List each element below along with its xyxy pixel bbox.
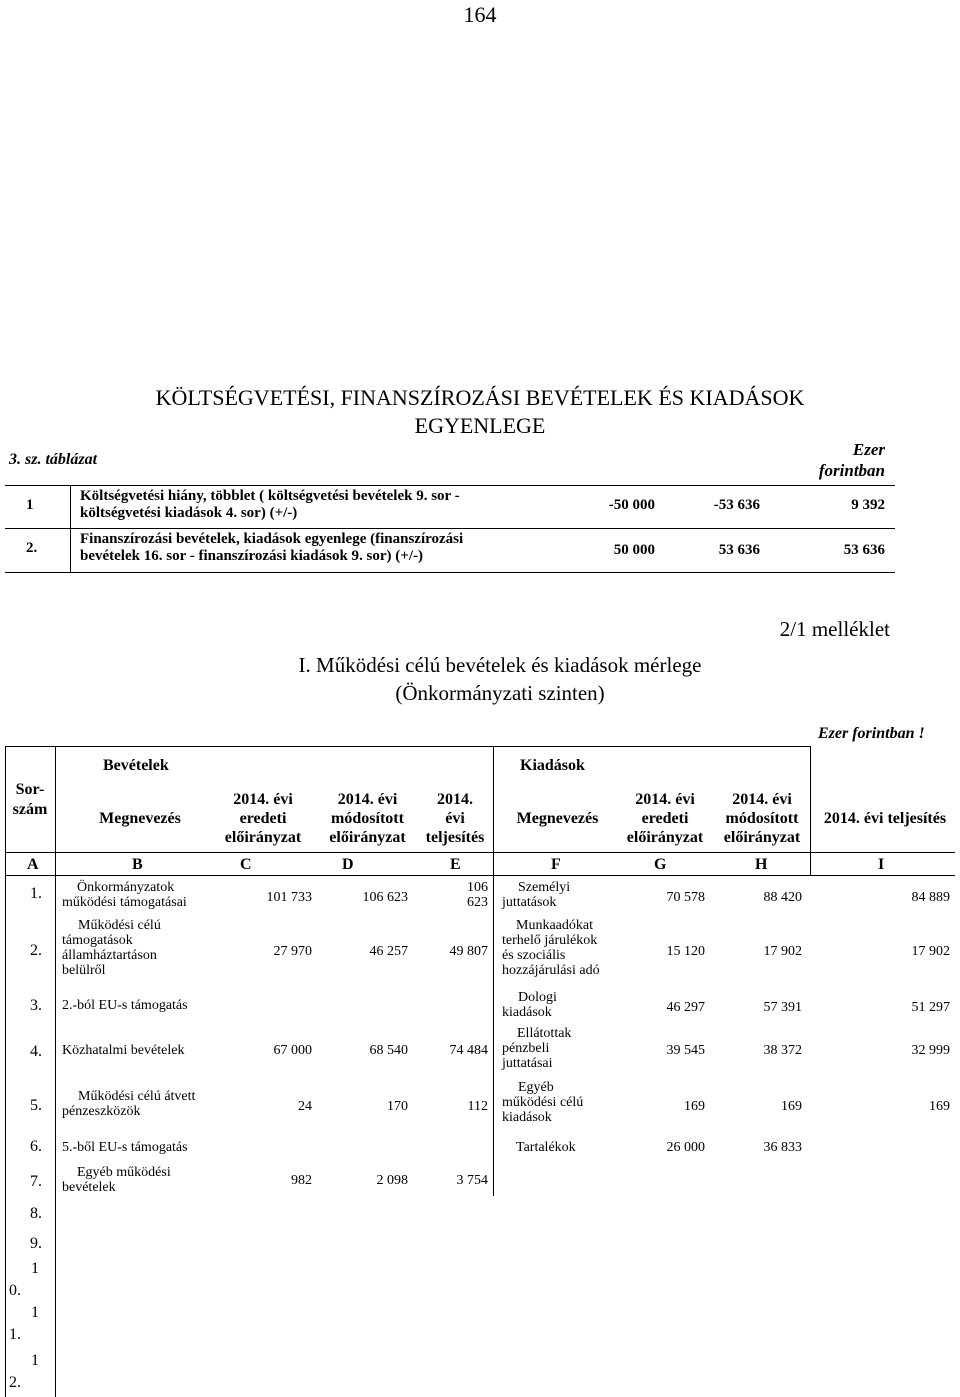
summary-row-num: 2.	[26, 540, 38, 556]
expense-actual: 169	[929, 1099, 950, 1114]
revenue-original: 24	[298, 1099, 312, 1114]
expense-modified: 17 902	[763, 944, 802, 959]
expense-actual: 51 297	[911, 1000, 950, 1015]
row-number: 3.	[30, 997, 42, 1014]
summary-row-text: Finanszírozási bevételek, kiadások egyenlege (finanszírozási	[80, 531, 464, 547]
expense-modified: 57 391	[763, 1000, 802, 1015]
expense-modified: 169	[781, 1099, 802, 1114]
grid-line	[5, 875, 955, 876]
expense-original: 169	[684, 1099, 705, 1114]
row-number: 2.	[30, 942, 42, 959]
expense-name: Munkaadókat terhelő járulékok és szociális hozzájárulási adó	[502, 918, 600, 978]
revenue-name: 5.-ből EU-s támogatás	[62, 1140, 188, 1155]
revenue-modified: 2 098	[376, 1173, 408, 1188]
row-number: 1	[31, 1260, 39, 1277]
revenue-actual: 106 623	[467, 880, 488, 910]
header-modositott: 2014. évi módosított előirányzat	[329, 791, 406, 846]
expense-name: Dologi kiadások	[502, 990, 557, 1020]
summary-row-text: bevételek 16. sor - finanszírozási kiadások 9. sor) (+/-)	[80, 548, 423, 564]
revenue-name: Működési célú támogatások államháztartáson belülről	[62, 918, 161, 978]
row-number: 1	[31, 1304, 39, 1321]
expense-name: Személyi juttatások	[502, 880, 571, 910]
expense-original: 46 297	[666, 1000, 705, 1015]
summary-value: 9 392	[851, 497, 885, 513]
summary-value: 50 000	[613, 542, 655, 558]
expense-actual: 32 999	[911, 1043, 950, 1058]
revenue-modified: 170	[387, 1099, 408, 1114]
table-border	[5, 572, 895, 573]
column-letter: A	[27, 856, 39, 873]
grid-line	[5, 746, 810, 747]
header-teljesites: 2014. évi teljesítés	[823, 810, 947, 827]
expense-name: Tartalékok	[516, 1140, 576, 1155]
revenue-name: Önkormányzatok működési támogatásai	[62, 880, 187, 910]
header-bevetelek: Bevételek	[103, 757, 169, 774]
summary-row-num: 1	[26, 497, 34, 513]
revenue-name: Egyéb működési bevételek	[62, 1165, 171, 1195]
row-number: 7.	[30, 1173, 42, 1190]
grid-line	[5, 746, 6, 1397]
revenue-modified: 46 257	[369, 944, 408, 959]
row-number: 1.	[9, 1326, 21, 1343]
balance-title-line1: I. Működési célú bevételek és kiadások mérlege	[298, 653, 702, 677]
revenue-actual: 3 754	[456, 1173, 488, 1188]
row-number: 9.	[30, 1235, 42, 1252]
revenue-name: Működési célú átvett pénzeszközök	[62, 1089, 196, 1119]
header-eredeti: 2014. évi eredeti előirányzat	[224, 791, 302, 846]
revenue-original: 67 000	[273, 1043, 312, 1058]
header-kiadasok: Kiadások	[520, 757, 585, 774]
unit-label: Ezer forintban !	[818, 725, 925, 742]
summary-title-line1: KÖLTSÉGVETÉSI, FINANSZÍROZÁSI BEVÉTELEK ÉS KIADÁSOK	[155, 385, 805, 410]
summary-row-text: költségvetési kiadások 4. sor) (+/-)	[80, 505, 298, 521]
expense-modified: 88 420	[763, 890, 802, 905]
column-letter: G	[654, 856, 667, 873]
revenue-original: 27 970	[273, 944, 312, 959]
table-border	[70, 485, 71, 572]
revenue-original: 101 733	[266, 890, 312, 905]
expense-name: Egyéb működési célú kiadások	[502, 1080, 584, 1125]
expense-modified: 38 372	[763, 1043, 802, 1058]
expense-original: 15 120	[666, 944, 705, 959]
unit-line1: Ezer	[852, 440, 885, 459]
column-letter: F	[551, 856, 561, 873]
header-modositott: 2014. évi módosított előirányzat	[723, 791, 801, 846]
grid-line	[493, 746, 494, 1196]
expense-original: 39 545	[666, 1043, 705, 1058]
column-letter: I	[878, 856, 885, 873]
header-eredeti: 2014. évi eredeti előirányzat	[626, 791, 704, 846]
row-number: 1	[31, 1352, 39, 1369]
grid-line	[55, 746, 56, 1397]
annex-label: 2/1 melléklet	[779, 617, 890, 641]
revenue-actual: 74 484	[449, 1043, 488, 1058]
table-border	[5, 528, 895, 529]
summary-value: 53 636	[843, 542, 885, 558]
column-letter: B	[132, 856, 143, 873]
row-number: 6.	[30, 1138, 42, 1155]
balance-title-line2: (Önkormányzati szinten)	[395, 681, 605, 705]
revenue-actual: 112	[467, 1099, 488, 1114]
column-letter: C	[240, 856, 252, 873]
expense-actual: 84 889	[911, 890, 950, 905]
expense-modified: 36 833	[763, 1140, 802, 1155]
row-number: 4.	[30, 1043, 42, 1060]
header-megnevezes: Megnevezés	[516, 810, 599, 827]
table-label: 3. sz. táblázat	[9, 451, 98, 468]
row-number: 5.	[30, 1097, 42, 1114]
grid-line	[5, 852, 955, 853]
summary-value: -50 000	[608, 497, 655, 513]
summary-value: -53 636	[713, 497, 760, 513]
header-teljesites: 2014. évi teljesítés	[425, 791, 485, 846]
row-number: 2.	[9, 1374, 21, 1391]
revenue-modified: 68 540	[369, 1043, 408, 1058]
summary-title-line2: EGYENLEGE	[414, 413, 546, 438]
revenue-original: 982	[291, 1173, 312, 1188]
revenue-name: Közhatalmi bevételek	[62, 1043, 185, 1058]
page-number: 164	[463, 2, 497, 27]
revenue-name: 2.-ból EU-s támogatás	[62, 998, 188, 1013]
column-letter: D	[342, 856, 354, 873]
expense-original: 26 000	[666, 1140, 705, 1155]
row-number: 1.	[30, 885, 42, 902]
expense-actual: 17 902	[911, 944, 950, 959]
expense-original: 70 578	[666, 890, 705, 905]
revenue-actual: 49 807	[449, 944, 488, 959]
revenue-modified: 106 623	[362, 890, 408, 905]
header-megnevezes: Megnevezés	[99, 810, 181, 827]
expense-name: Ellátottak pénzbeli juttatásai	[502, 1026, 572, 1071]
unit-line2: forintban	[818, 461, 885, 480]
row-number: 8.	[30, 1205, 42, 1222]
table-border	[5, 485, 895, 486]
column-letter: E	[450, 856, 461, 873]
summary-row-text: Költségvetési hiány, többlet ( költségvetési bevételek 9. sor -	[80, 488, 460, 504]
row-number: 0.	[9, 1282, 21, 1299]
summary-value: 53 636	[718, 542, 760, 558]
header-sorszam: Sor- szám	[12, 781, 48, 818]
column-letter: H	[755, 856, 768, 873]
